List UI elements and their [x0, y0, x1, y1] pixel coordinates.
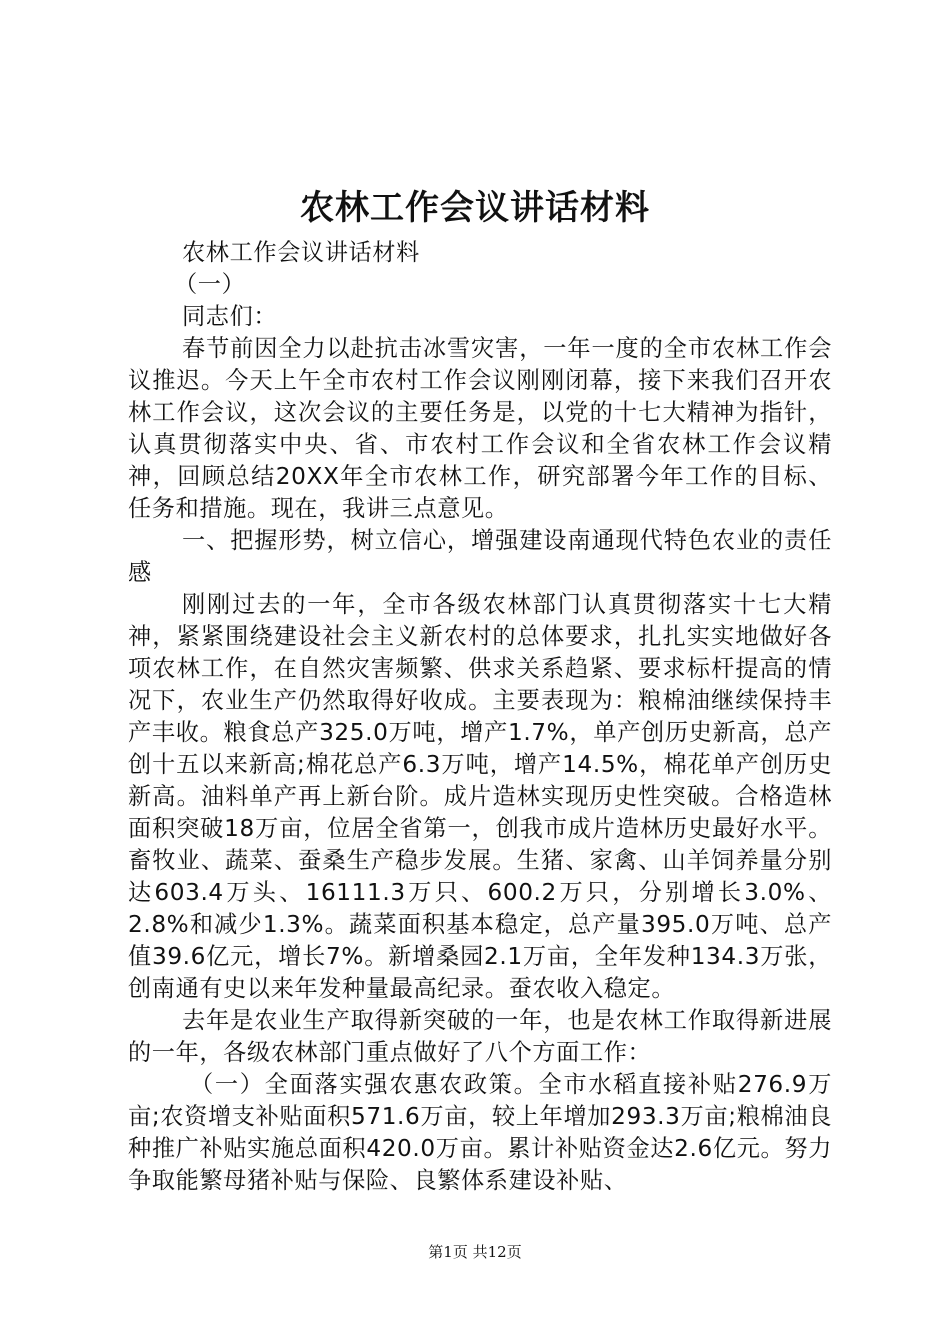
section-heading: 一、把握形势，树立信心，增强建设南通现代特色农业的责任感 — [128, 527, 832, 586]
document-title: 农林工作会议讲话材料 — [300, 188, 650, 228]
subtitle-paragraph: 农林工作会议讲话材料 — [182, 239, 420, 266]
body-paragraph: 春节前因全力以赴抗击冰雪灾害，一年一度的全市农林工作会议推迟。今天上午全市农村工作会议刚刚闭幕，接下来我们召开农林工作会议，这次会议的主要任务是，以党的十七大精神为指针，认真贯彻落实中央、省、市农村工作会议和全省农林工作会议精神，回顾总结20XX年全市农林工作，研究部署今年工作的目标、任务和措施。现在，我讲三点意见。 — [128, 335, 832, 522]
page-footer: 第1页 共12页 — [428, 1243, 522, 1261]
salutation: 同志们： — [182, 303, 278, 330]
body-paragraph: 去年是农业生产取得新突破的一年，也是农林工作取得新进展的一年，各级农林部门重点做好了八个方面工作： — [128, 1007, 832, 1066]
body-paragraph: 刚刚过去的一年，全市各级农林部门认真贯彻落实十七大精神，紧紧围绕建设社会主义新农村的总体要求，扎扎实实地做好各项农林工作，在自然灾害频繁、供求关系趋紧、要求标杆提高的情况下，农业生产仍然取得好收成。主要表现为：粮棉油继续保持丰产丰收。粮食总产325.0万吨，增产1.7%，单产创历史新高，总产创十五以来新高;棉花总产6.3万吨，增产14.5%，棉花单产创历史新高。油料单产再上新台阶。成片造林实现历史性突破。合格造林面积突破18万亩，位居全省第一，创我市成片造林历史最好水平。畜牧业、蔬菜、蚕桑生产稳步发展。生猪、家禽、山羊饲养量分别达603.4万头、16111.3万只、600.2万只，分别增长3.0%、2.8%和减少1.3%。蔬菜面积基本稳定，总产量395.0万吨、总产值39.6亿元，增长7%。新增桑园2.1万亩，全年发种134.3万张，创南通有史以来年发种量最高纪录。蚕农收入稳定。 — [128, 591, 832, 1002]
section-marker: （一） — [174, 271, 246, 298]
list-item-paragraph: （一）全面落实强农惠农政策。全市水稻直接补贴276.9万亩;农资增支补贴面积571.6万亩，较上年增加293.3万亩;粮棉油良种推广补贴实施总面积420.0万亩。累计补贴资金达2.6亿元。努力争取能繁母猪补贴与保险、良繁体系建设补贴、 — [128, 1071, 832, 1194]
document-body — [128, 237, 832, 1197]
